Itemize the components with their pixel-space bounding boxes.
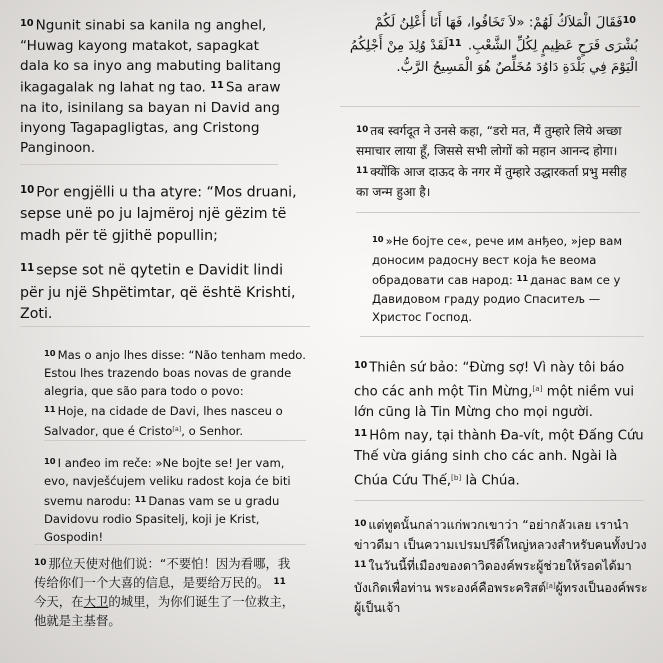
verse-text xyxy=(44,452,306,546)
verse-block-croatian xyxy=(44,452,306,546)
verse-10-end: một niềm vui lớn cũng là Tin Mừng cho mọi người. xyxy=(354,384,635,421)
verse-number: 11 xyxy=(134,493,147,504)
divider xyxy=(34,544,306,545)
verse-11-end: là Chúa. xyxy=(461,473,520,489)
verse-10: »Не бојте се«, рече им анђео, »јер вам доносим радосну вест која ће веома обрадовати сав народ: xyxy=(372,233,623,288)
verse-10: Por engjëlli u tha atyre: “Mos druani, sepse unë po ju lajmëroj një gëzim të madh për të gjithë popullin; xyxy=(20,184,297,244)
verse-block-chinese xyxy=(34,554,296,630)
verse-11-start: 今天，在 xyxy=(34,594,84,610)
verse-block-serbian xyxy=(372,230,640,327)
divider xyxy=(360,336,644,337)
verse-11-start: ในวันนี้ที่เมืองของดาวิดองค์พระผู้ช่วยให้รอดได้มาบังเกิดเพื่อท่าน พระองค์คือพระคริสต์ xyxy=(354,558,632,596)
verse-11-paragraph xyxy=(20,258,310,325)
verse-text xyxy=(354,514,650,618)
verse-number: 11 xyxy=(210,80,224,92)
verse-11-start: Hôm nay, tại thành Đa-vít, một Đấng Cứu Thế vừa giáng sinh cho các anh. Ngài là Chúa Cứu Thế, xyxy=(354,428,644,489)
divider xyxy=(20,326,310,327)
verse-10: Mas o anjo lhes disse: “Não tenham medo. Estou lhes trazendo boas novas de grande alegria, que são para todo o povo: xyxy=(44,347,306,398)
verse-number: 11 xyxy=(44,403,56,414)
verse-block-vietnamese xyxy=(354,356,644,492)
verse-10: فَقَالَ الْمَلاَكُ لَهُمْ: «لاَ تَخَافُوا، فَهَا أَنَا أُعْلِنُ لَكُمْ بُشْرَى فَرَحٍ عَظِيمٍ لِكُلِّ الشَّعْبِ. xyxy=(374,15,638,54)
verse-number: 10 xyxy=(372,234,384,244)
verse-block-thai xyxy=(354,514,650,618)
verse-11: Sa araw na ito, isinilang sa bayan ni David ang inyong Tagapagligtas, ang Cristong Panginoon. xyxy=(20,79,281,157)
divider xyxy=(20,164,278,165)
verse-number: 10 xyxy=(44,456,56,466)
verse-number: 10 xyxy=(622,15,636,26)
verse-number: 11 xyxy=(356,166,369,177)
verse-11: क्योंकि आज दाऊद के नगर में तुम्हारे उद्धारकर्ता प्रभु मसीह का जन्म हुआ है। xyxy=(356,165,627,200)
verse-number: 11 xyxy=(273,577,286,588)
footnote-link[interactable]: [a] xyxy=(546,582,556,591)
verse-10: I anđeo im reče: »Ne bojte se! Jer vam, evo, navješćujem veliku radost koja će biti svemu narodu: xyxy=(44,455,291,508)
verse-block-tagalog xyxy=(20,14,292,158)
verse-number: 10 xyxy=(354,519,367,529)
verse-number: 11 xyxy=(448,38,462,50)
verse-11: sepse sot në qytetin e Davidit lindi për ju një Shpëtimtar, që është Krishti, Zoti. xyxy=(20,262,296,323)
verse-number: 11 xyxy=(516,273,529,284)
verse-number: 11 xyxy=(354,428,368,440)
verse-text xyxy=(372,230,640,327)
verse-text xyxy=(354,356,644,492)
verse-number: 10 xyxy=(44,348,56,358)
verse-number: 11 xyxy=(354,560,367,571)
verse-10: Ngunit sinabi sa kanila ng anghel, “Huwag kayong matakot, sapagkat dala ko sa inyo ang mabuting balitang ikagagalak ng lahat ng tao. xyxy=(20,17,282,96)
verse-11-end: 的城里，为你们诞生了一位救主，他就是主基督。 xyxy=(34,594,295,629)
divider xyxy=(356,212,640,213)
verse-number: 10 xyxy=(354,360,368,371)
verse-text xyxy=(20,14,292,158)
verse-block-albanian xyxy=(20,180,310,326)
verse-block-portuguese xyxy=(44,344,306,440)
verse-block-hindi xyxy=(356,120,638,202)
divider xyxy=(340,106,640,107)
verse-11: данас вам се у Давидовом граду родио Спаситељ — Христос Господ. xyxy=(372,273,621,325)
verse-10: 那位天使对他们说：“不要怕！因为看哪，我传给你们一个大喜的信息，是要给万民的。 xyxy=(34,556,291,591)
verse-10-start: Thiên sứ bảo: “Đừng sợ! Vì này tôi báo cho các anh một Tin Mừng, xyxy=(354,360,625,400)
verse-block-arabic xyxy=(340,10,638,78)
verse-text xyxy=(340,10,638,78)
footnote-link-a[interactable]: [a] xyxy=(532,384,543,394)
verse-11-end: , o Senhor. xyxy=(181,423,244,438)
verse-text xyxy=(44,344,306,440)
divider xyxy=(44,440,306,441)
verse-11: Hoje, na cidade de Davi, lhes nasceu o Salvador, que é Cristo xyxy=(44,403,283,438)
verse-10: แต่ทูตนั้นกล่าวแก่พวกเขาว่า “อย่ากลัวเลย เรานำข่าวดีมา เป็นความเปรมปรีดิ์ใหญ่หลวงสำหรับคนทั้งปวง xyxy=(354,517,647,553)
footnote-link[interactable]: [a] xyxy=(172,424,182,433)
verse-10-paragraph xyxy=(20,180,310,247)
verse-number: 10 xyxy=(34,558,47,568)
verse-number: 10 xyxy=(356,125,369,135)
verse-11-end: ผู้ทรงเป็นองค์พระผู้เป็นเจ้า xyxy=(354,580,648,616)
divider xyxy=(354,500,644,501)
verse-10: तब स्वर्गदूत ने उनसे कहा, “डरो मत, मैं तुम्हारे लिये अच्छा समाचार लाया हूँ, जिससे सभी लोगों को महान आनन्द होगा। xyxy=(356,124,622,159)
verse-11: لَقَدْ وُلِدَ مِنْ أَجْلِكُمُ الْيَوْمَ فِي بَلْدَةِ دَاوُدَ مُخَلِّصٌ هُوَ الْمَسِيحُ الرَّبُّ. xyxy=(349,38,638,75)
footnote-link-b[interactable]: [b] xyxy=(451,472,462,482)
verse-number: 10 xyxy=(20,18,34,29)
verse-text xyxy=(356,120,638,202)
verse-11: Danas vam se u gradu Davidovu rodio Spasitelj, koji je Krist, Gospodin! xyxy=(44,493,280,544)
verse-number: 11 xyxy=(20,263,35,275)
verse-number: 10 xyxy=(20,185,35,196)
place-name: 大卫 xyxy=(83,594,109,610)
verse-text xyxy=(34,554,296,630)
